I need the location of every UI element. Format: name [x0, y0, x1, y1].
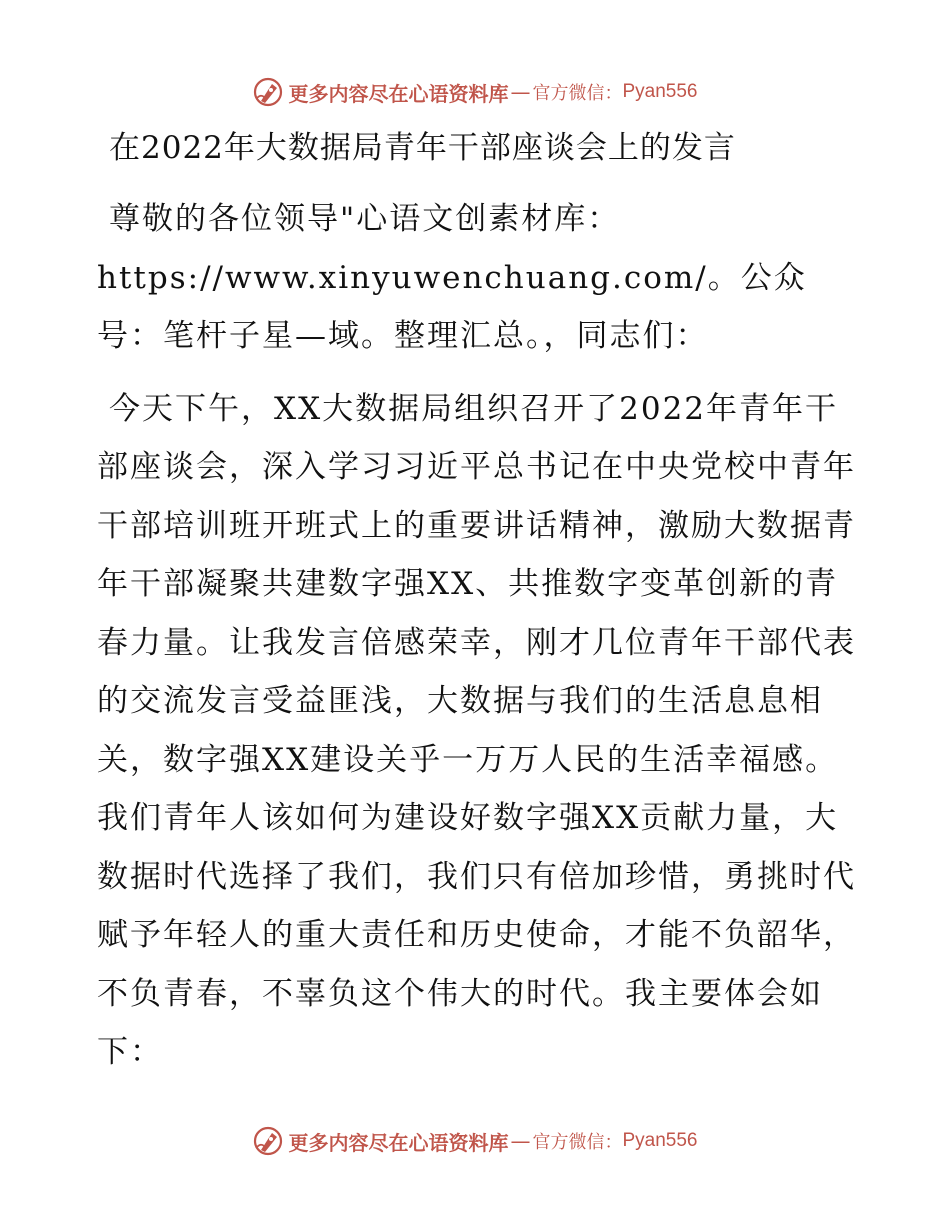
document-body — [97, 120, 857, 1082]
banner-slogan: 更多内容尽在心语资料库 — [288, 1130, 509, 1155]
banner-separator: — — [510, 80, 531, 104]
pen-nib-logo-icon — [252, 76, 284, 108]
banner-wechat-id: Pyan556 — [622, 1130, 698, 1151]
greeting-text: 尊敬的各位领导"心语文创素材库：https://www.xinyuwenchuang.com/。公众号：笔杆子星—域。整理汇总。，同志们： — [97, 201, 807, 354]
greeting-paragraph — [97, 190, 857, 366]
document-title: 在2022年大数据局青年干部座谈会上的发言 — [109, 130, 736, 166]
body-paragraph — [97, 380, 857, 1082]
banner-wechat-label: 官方微信： — [532, 83, 623, 104]
banner-wechat-label: 官方微信： — [532, 1132, 623, 1153]
pen-nib-logo-icon — [252, 1125, 284, 1157]
banner-slogan: 更多内容尽在心语资料库 — [288, 81, 509, 106]
header-banner — [0, 72, 950, 112]
banner-wechat-id: Pyan556 — [622, 81, 698, 102]
body-text: 今天下午，XX大数据局组织召开了2022年青年干部座谈会，深入学习习近平总书记在中央党校中青年干部培训班开班式上的重要讲话精神，激励大数据青年干部凝聚共建数字强XX、共推数字变革创新的青春力量。让我发言倍感荣幸，刚才几位青年干部代表的交流发言受益匪浅，大数据与我们的生活息息相关，数字强XX建设关乎一万万人民的生活幸福感。我们青年人该如何为建设好数字强XX贡献力量，大数据时代选择了我们，我们只有倍加珍惜，勇挑时代赋予年轻人的重大责任和历史使命，才能不负韶华，不负青春，不辜负这个伟大的时代。我主要体会如下： — [97, 390, 856, 1070]
footer-banner — [0, 1121, 950, 1161]
banner-separator: — — [510, 1129, 531, 1153]
